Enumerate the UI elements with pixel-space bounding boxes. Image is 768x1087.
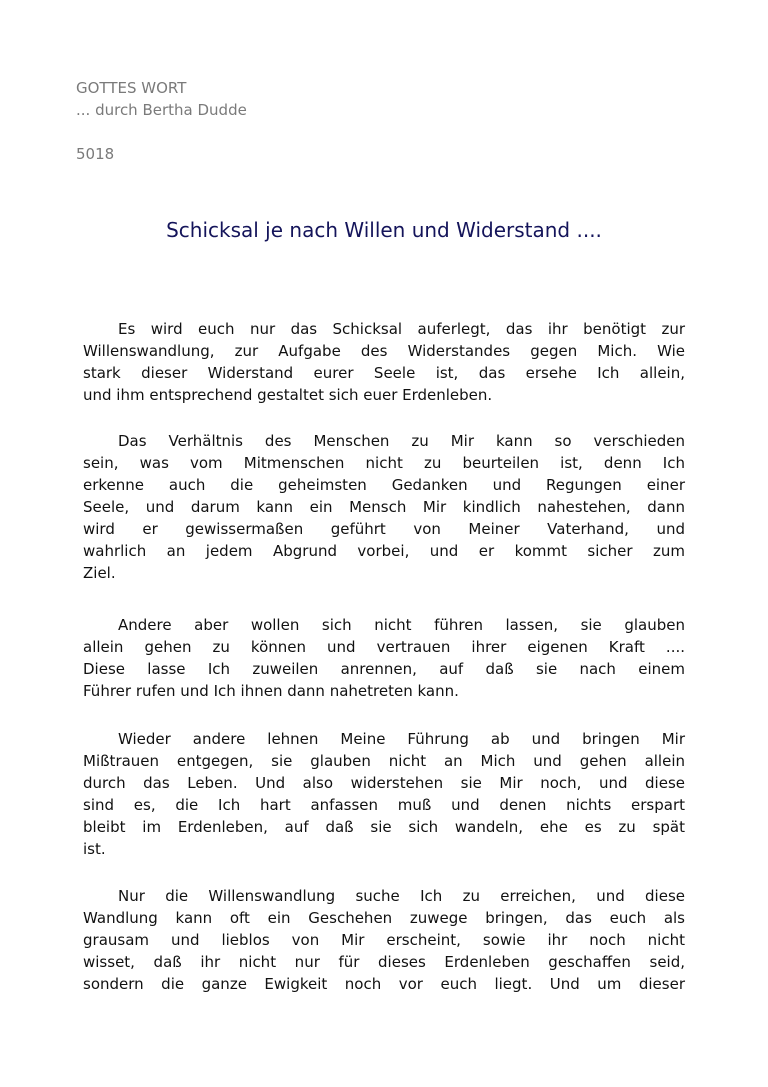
- text-line: Es wird euch nur das Schicksal auferlegt, das ihr benötigt zur: [118, 320, 685, 338]
- text-line: wahrlich an jedem Abgrund vorbei, und er kommt sicher zum: [83, 542, 685, 560]
- message-number: 5018: [76, 145, 115, 163]
- text-line: sind es, die Ich hart anfassen muß und denen nichts erspart: [83, 796, 685, 814]
- text-line: wird er gewissermaßen geführt von Meiner Vaterhand, und: [83, 520, 685, 538]
- text-line: durch das Leben. Und also widerstehen sie Mir noch, und diese: [83, 774, 685, 792]
- paragraph: [83, 430, 685, 584]
- text-line: ist.: [83, 840, 106, 858]
- paragraph: [83, 318, 685, 406]
- text-line: Wieder andere lehnen Meine Führung ab und bringen Mir: [118, 730, 685, 748]
- text-line: Seele, und darum kann ein Mensch Mir kindlich nahestehen, dann: [83, 498, 685, 516]
- text-line: sondern die ganze Ewigkeit noch vor euch liegt. Und um dieser: [83, 975, 685, 993]
- text-line: erkenne auch die geheimsten Gedanken und Regungen einer: [83, 476, 685, 494]
- text-line: Wandlung kann oft ein Geschehen zuwege bringen, das euch als: [83, 909, 685, 927]
- text-line: Das Verhältnis des Menschen zu Mir kann so verschieden: [118, 432, 685, 450]
- document-title: Schicksal je nach Willen und Widerstand ....: [166, 218, 602, 242]
- text-line: stark dieser Widerstand eurer Seele ist, das ersehe Ich allein,: [83, 364, 685, 382]
- text-line: Diese lasse Ich zuweilen anrennen, auf daß sie nach einem: [83, 660, 685, 678]
- text-line: und ihm entsprechend gestaltet sich euer Erdenleben.: [83, 386, 493, 404]
- text-line: sein, was vom Mitmenschen nicht zu beurteilen ist, denn Ich: [83, 454, 685, 472]
- series-heading: GOTTES WORT: [76, 79, 187, 97]
- text-line: Willenswandlung, zur Aufgabe des Widerstandes gegen Mich. Wie: [83, 342, 685, 360]
- paragraph: [83, 728, 685, 860]
- text-line: Führer rufen und Ich ihnen dann nahetreten kann.: [83, 682, 459, 700]
- text-line: Ziel.: [83, 564, 116, 582]
- text-line: wisset, daß ihr nicht nur für dieses Erdenleben geschaffen seid,: [83, 953, 685, 971]
- text-line: allein gehen zu können und vertrauen ihrer eigenen Kraft ....: [83, 638, 685, 656]
- text-line: Mißtrauen entgegen, sie glauben nicht an Mich und gehen allein: [83, 752, 685, 770]
- paragraph: [83, 614, 685, 702]
- paragraph: [83, 885, 685, 995]
- text-line: Nur die Willenswandlung suche Ich zu erreichen, und diese: [118, 887, 685, 905]
- text-line: Andere aber wollen sich nicht führen lassen, sie glauben: [118, 616, 685, 634]
- text-line: bleibt im Erdenleben, auf daß sie sich wandeln, ehe es zu spät: [83, 818, 685, 836]
- text-line: grausam und lieblos von Mir erscheint, sowie ihr noch nicht: [83, 931, 685, 949]
- author-line: ... durch Bertha Dudde: [76, 101, 247, 119]
